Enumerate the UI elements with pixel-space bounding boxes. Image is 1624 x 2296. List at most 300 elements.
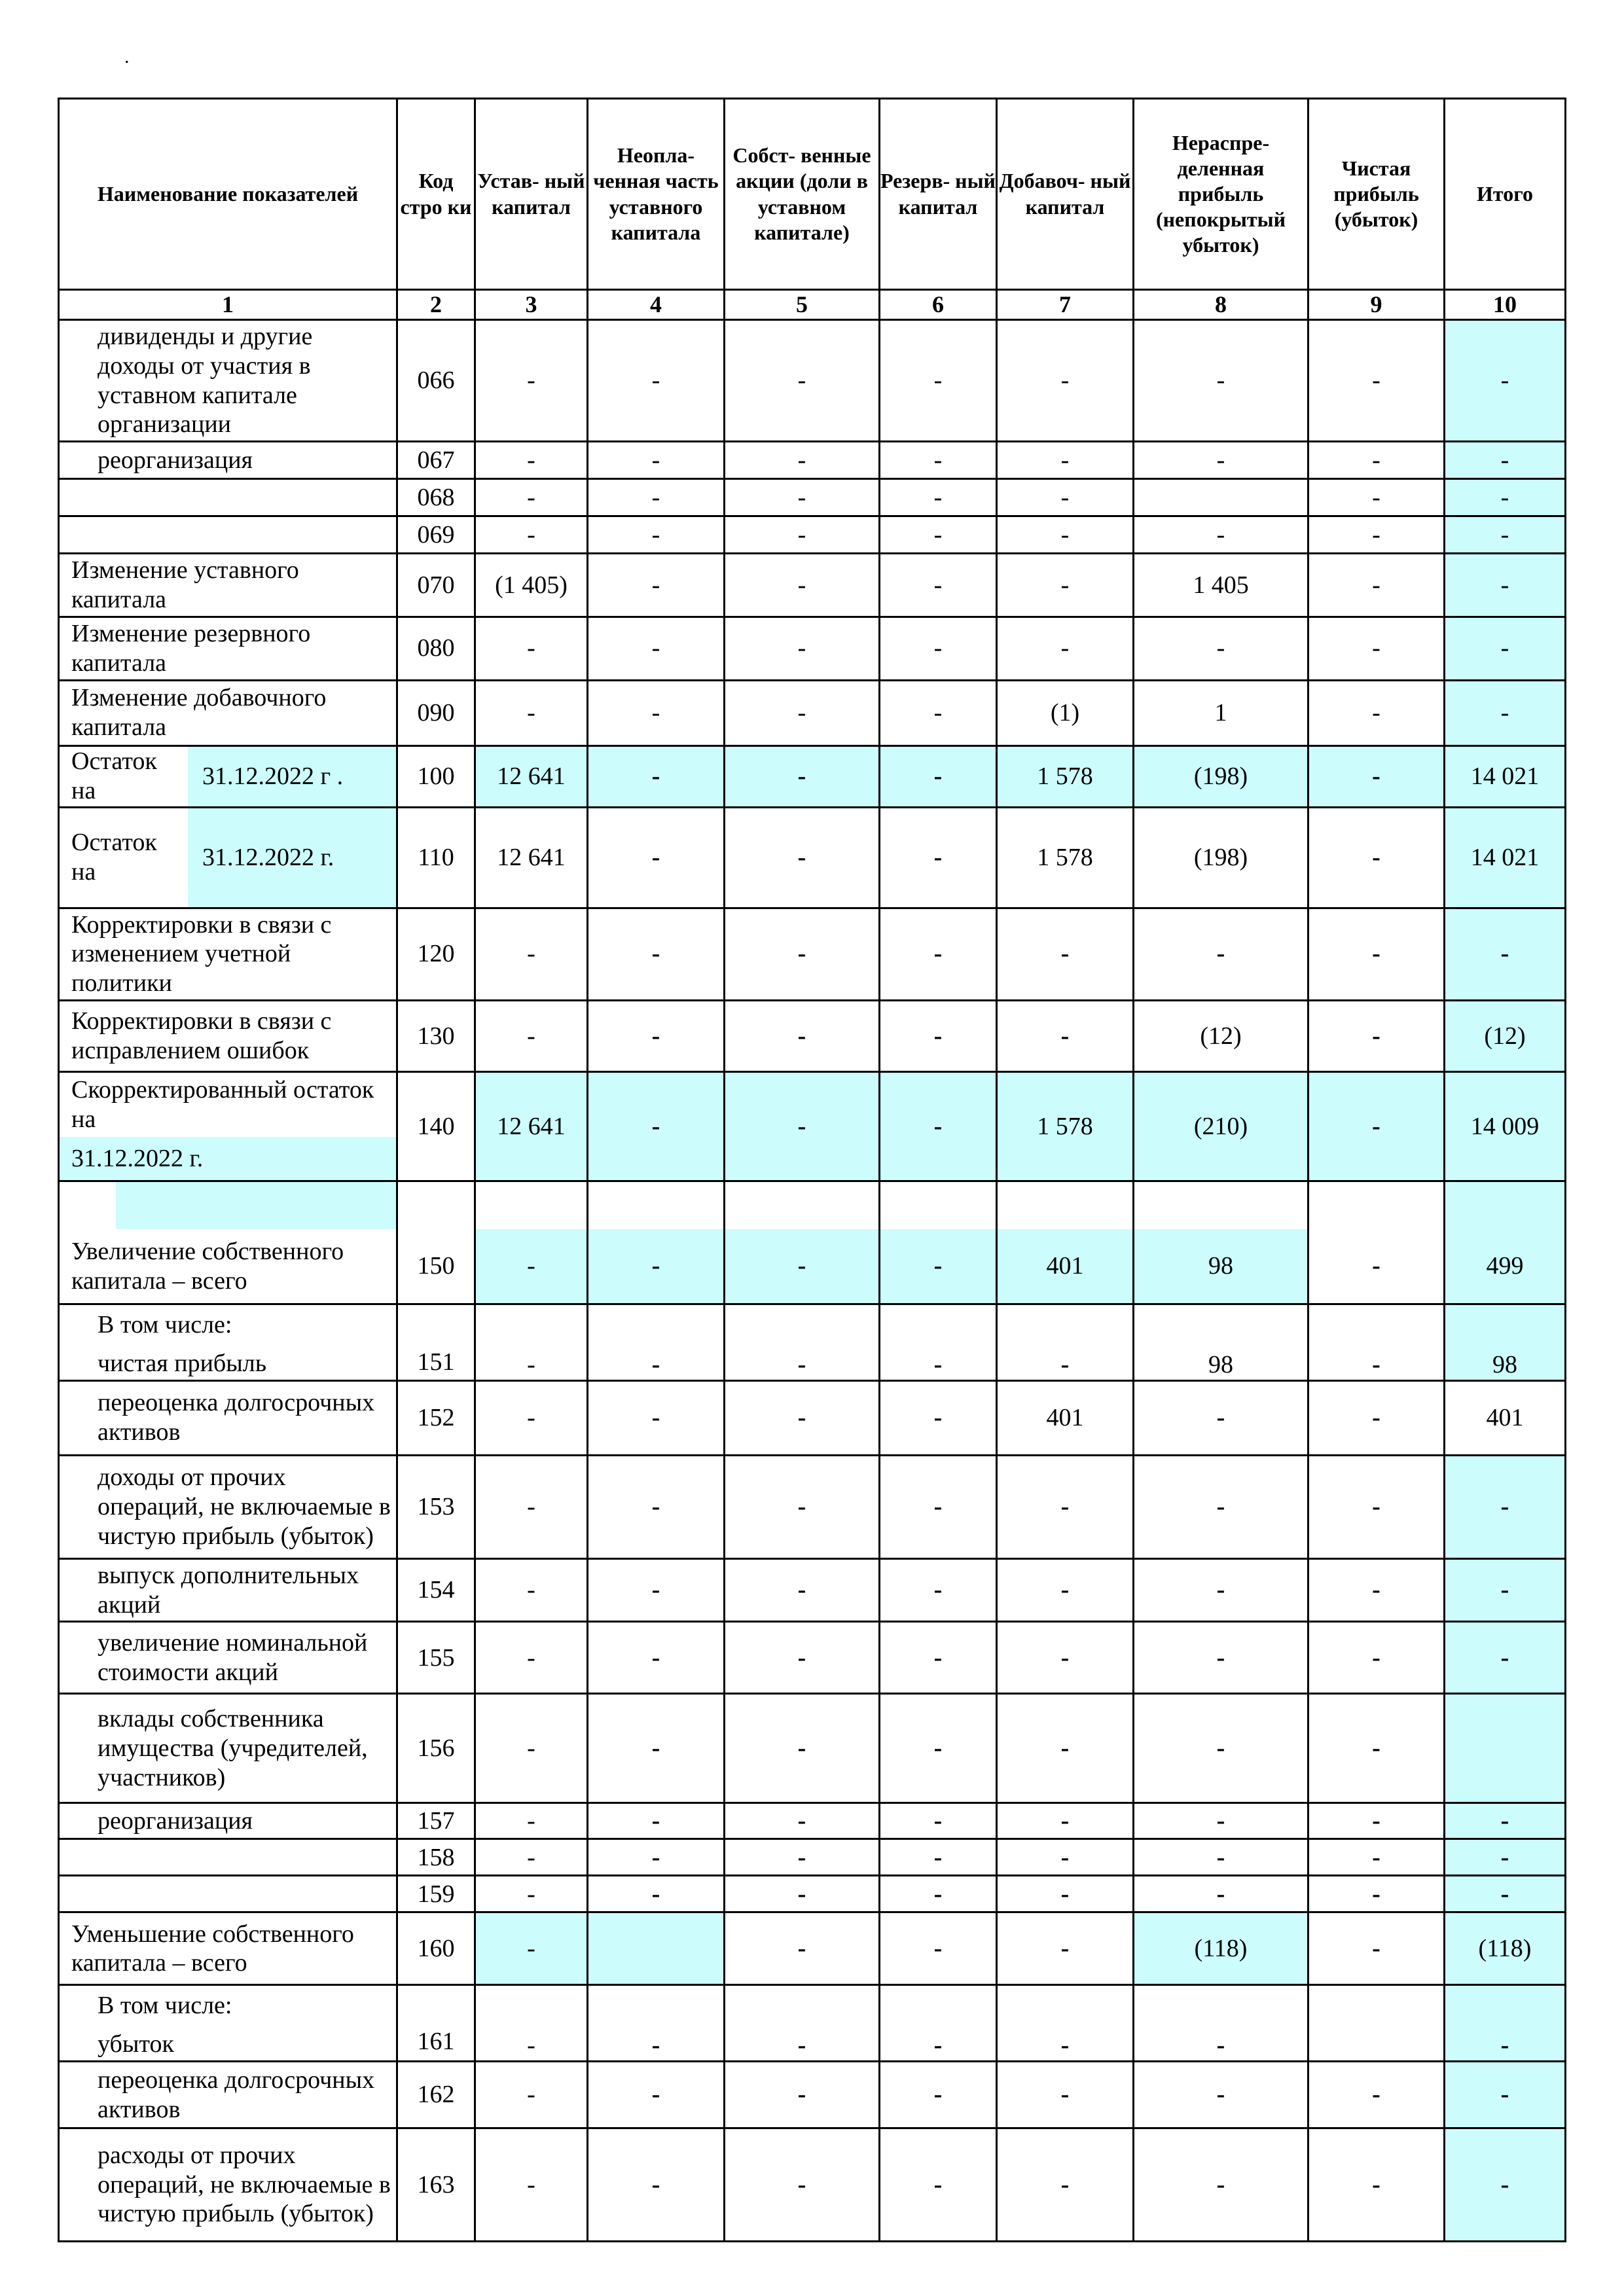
cell: 14 021 — [1445, 807, 1566, 908]
cell: - — [1445, 1455, 1566, 1558]
cell: - — [725, 320, 880, 442]
cell: - — [1445, 2062, 1566, 2128]
cell: - — [997, 1912, 1134, 1985]
cell: - — [1134, 1876, 1308, 1912]
value: - — [588, 1229, 723, 1303]
including-label: В том числе: — [98, 1311, 232, 1339]
cell: - — [997, 1001, 1134, 1072]
cell: - — [588, 1001, 725, 1072]
cell: - — [997, 908, 1134, 1000]
cell: (12) — [1445, 1001, 1566, 1072]
cell: - — [997, 2128, 1134, 2242]
row-code: 068 — [397, 479, 475, 516]
balance-label: Остаток на — [71, 829, 157, 886]
cell — [880, 1181, 997, 1304]
cell: - — [588, 1304, 725, 1381]
row-code: 152 — [397, 1380, 475, 1455]
row-code: 110 — [397, 807, 475, 908]
cell: - — [880, 617, 997, 680]
cell: - — [1134, 1380, 1308, 1455]
cell: - — [725, 807, 880, 908]
row-code: 150 — [397, 1181, 475, 1304]
cell: - — [1134, 2128, 1308, 2242]
cell: - — [475, 1622, 588, 1694]
cell: - — [725, 516, 880, 554]
cell: - — [1445, 479, 1566, 516]
cell: (118) — [1134, 1912, 1308, 1985]
cell — [1445, 1694, 1566, 1803]
row-code: 070 — [397, 554, 475, 617]
period-value — [116, 1182, 396, 1229]
row-code: 067 — [397, 442, 475, 479]
cell: - — [588, 1072, 725, 1181]
table-row — [59, 1839, 1566, 1876]
cell: - — [1134, 908, 1308, 1000]
cell: 98 — [1134, 1304, 1308, 1381]
cell: - — [588, 680, 725, 745]
cell: - — [725, 1380, 880, 1455]
cell: - — [880, 908, 997, 1000]
col-num: 6 — [880, 290, 997, 320]
cell: - — [997, 1839, 1134, 1876]
row-code: 153 — [397, 1455, 475, 1558]
table-row — [59, 1304, 1566, 1381]
table-row — [59, 680, 1566, 745]
row-label: реорганизация — [59, 1803, 397, 1839]
cell: - — [1308, 479, 1445, 516]
balance-label: Остаток на — [71, 747, 157, 805]
row-code: 154 — [397, 1558, 475, 1622]
period-label — [60, 1182, 116, 1229]
cell: - — [880, 1876, 997, 1912]
header-c7: Добавоч- ный капитал — [997, 99, 1134, 290]
row-label — [59, 1304, 397, 1381]
cell: - — [725, 680, 880, 745]
cell: - — [588, 1694, 725, 1803]
cell: - — [1308, 807, 1445, 908]
cell: - — [725, 1304, 880, 1381]
cell: - — [588, 516, 725, 554]
cell: (1) — [997, 680, 1134, 745]
row-label: Изменение уставного капитала — [59, 554, 397, 617]
cell: - — [1445, 516, 1566, 554]
row-code: 069 — [397, 516, 475, 554]
cell: - — [475, 1876, 588, 1912]
cell: - — [880, 442, 997, 479]
cell: - — [475, 1455, 588, 1558]
row-label — [59, 1985, 397, 2062]
cell: - — [880, 554, 997, 617]
cell: - — [725, 1558, 880, 1622]
table-row — [59, 617, 1566, 680]
row-code: 151 — [397, 1304, 475, 1381]
cell: - — [725, 1985, 880, 2062]
cell: - — [725, 479, 880, 516]
cell: 12 641 — [475, 1072, 588, 1181]
cell: - — [475, 1558, 588, 1622]
cell: - — [1134, 320, 1308, 442]
value: 401 — [998, 1229, 1132, 1303]
cell: - — [475, 1001, 588, 1072]
cell: - — [1445, 1803, 1566, 1839]
cell: - — [997, 320, 1134, 442]
adjusted-balance-date: 31.12.2022 г. — [60, 1137, 396, 1180]
cell: 1 578 — [997, 745, 1134, 807]
cell: - — [880, 1985, 997, 2062]
cell: 14 009 — [1445, 1072, 1566, 1181]
cell: - — [1134, 516, 1308, 554]
row-code: 080 — [397, 617, 475, 680]
header-c6: Резерв- ный капитал — [880, 99, 997, 290]
cell: - — [1134, 1558, 1308, 1622]
cell: - — [1308, 2062, 1445, 2128]
cell: - — [997, 554, 1134, 617]
cell: - — [1308, 617, 1445, 680]
cell — [1308, 1985, 1445, 2062]
value: - — [880, 1229, 996, 1303]
header-c10: Итого — [1445, 99, 1566, 290]
row-code: 120 — [397, 908, 475, 1000]
row-label — [59, 807, 397, 908]
cell: - — [997, 1876, 1134, 1912]
cell: - — [475, 516, 588, 554]
header-c8: Нераспре- деленная прибыль (непокрытый убыток) — [1134, 99, 1308, 290]
row-label: увеличение номинальной стоимости акций — [59, 1622, 397, 1694]
cell: 1 405 — [1134, 554, 1308, 617]
cell: - — [880, 1912, 997, 1985]
cell: - — [1445, 1558, 1566, 1622]
row-code: 140 — [397, 1072, 475, 1181]
cell: - — [880, 1803, 997, 1839]
row-label: Корректировки в связи с исправлением ошибок — [59, 1001, 397, 1072]
cell: - — [880, 1380, 997, 1455]
value: - — [725, 1229, 878, 1303]
cell: - — [997, 479, 1134, 516]
row-label: Уменьшение собственного капитала – всего — [59, 1912, 397, 1985]
cell: - — [1445, 2128, 1566, 2242]
cell — [997, 1181, 1134, 1304]
cell: - — [588, 442, 725, 479]
cell: - — [880, 1072, 997, 1181]
value: 98 — [1134, 1229, 1307, 1303]
cell: - — [1308, 516, 1445, 554]
row-code: 158 — [397, 1839, 475, 1876]
cell: - — [1134, 1839, 1308, 1876]
table-row — [59, 1803, 1566, 1839]
net-profit-label: чистая прибыль — [98, 1349, 267, 1377]
cell: - — [1308, 908, 1445, 1000]
cell: - — [1308, 554, 1445, 617]
balance-date: 31.12.2022 г. — [188, 808, 396, 907]
row-label: Изменение резервного капитала — [59, 617, 397, 680]
row-label — [59, 745, 397, 807]
row-code: 162 — [397, 2062, 475, 2128]
cell: - — [1445, 442, 1566, 479]
loss-label: убыток — [98, 2030, 174, 2058]
cell: - — [880, 1304, 997, 1381]
cell: - — [475, 2062, 588, 2128]
table-row — [59, 2128, 1566, 2242]
cell: - — [1134, 1985, 1308, 2062]
cell: - — [475, 1380, 588, 1455]
table-row — [59, 908, 1566, 1000]
table-row — [59, 1072, 1566, 1181]
cell: - — [588, 807, 725, 908]
cell: - — [880, 2128, 997, 2242]
cell: - — [1308, 1001, 1445, 1072]
cell: (118) — [1445, 1912, 1566, 1985]
cell: - — [880, 807, 997, 908]
cell: - — [1308, 320, 1445, 442]
cell — [588, 1181, 725, 1304]
cell: - — [588, 908, 725, 1000]
cell: - — [1308, 1803, 1445, 1839]
row-label: выпуск дополнительных акций — [59, 1558, 397, 1622]
col-num: 4 — [588, 290, 725, 320]
cell: - — [588, 2062, 725, 2128]
cell: (198) — [1134, 807, 1308, 908]
row-label — [59, 479, 397, 516]
table-row — [59, 745, 1566, 807]
cell: - — [997, 1985, 1134, 2062]
balance-date: 31.12.2022 г . — [188, 747, 396, 806]
cell: - — [997, 1622, 1134, 1694]
cell: - — [588, 554, 725, 617]
cell: - — [1134, 442, 1308, 479]
cell: - — [475, 680, 588, 745]
cell: - — [1134, 1622, 1308, 1694]
row-label — [59, 1072, 397, 1181]
cell: (198) — [1134, 745, 1308, 807]
cell: - — [1134, 2062, 1308, 2128]
cell: 12 641 — [475, 745, 588, 807]
cell: 14 021 — [1445, 745, 1566, 807]
cell: - — [1134, 1455, 1308, 1558]
cell — [475, 1181, 588, 1304]
cell: - — [1308, 1558, 1445, 1622]
cell: - — [725, 554, 880, 617]
cell: - — [1445, 1985, 1566, 2062]
row-label: Изменение добавочного капитала — [59, 680, 397, 745]
cell: - — [1308, 2128, 1445, 2242]
cell: - — [1134, 1694, 1308, 1803]
row-label — [59, 1181, 397, 1304]
cell: 401 — [1445, 1380, 1566, 1455]
cell: - — [475, 1912, 588, 1985]
cell: (1 405) — [475, 554, 588, 617]
cell: - — [588, 1876, 725, 1912]
cell: - — [725, 1912, 880, 1985]
row-code: 130 — [397, 1001, 475, 1072]
cell: - — [997, 1304, 1134, 1381]
row-label — [59, 1839, 397, 1876]
row-code: 159 — [397, 1876, 475, 1912]
cell: - — [588, 1455, 725, 1558]
cell: - — [588, 1380, 725, 1455]
row-code: 090 — [397, 680, 475, 745]
cell: - — [588, 1839, 725, 1876]
col-num: 8 — [1134, 290, 1308, 320]
cell: 401 — [997, 1380, 1134, 1455]
cell: - — [1308, 1304, 1445, 1381]
cell: 98 — [1445, 1304, 1566, 1381]
table-row — [59, 1985, 1566, 2062]
cell: - — [725, 1622, 880, 1694]
row-label: вклады собственника имущества (учредителей, участников) — [59, 1694, 397, 1803]
table-row — [59, 554, 1566, 617]
cell: - — [475, 1304, 588, 1381]
cell: - — [997, 1455, 1134, 1558]
cell: 1 578 — [997, 1072, 1134, 1181]
header-c9: Чистая прибыль (убыток) — [1308, 99, 1445, 290]
row-label: переоценка долгосрочных активов — [59, 2062, 397, 2128]
cell: - — [1445, 1839, 1566, 1876]
cell: - — [997, 516, 1134, 554]
cell: - — [475, 1803, 588, 1839]
value: - — [476, 1229, 586, 1303]
cell: - — [588, 479, 725, 516]
cell: - — [475, 1694, 588, 1803]
table-row — [59, 1622, 1566, 1694]
value: 499 — [1486, 1252, 1524, 1280]
row-label: переоценка долгосрочных активов — [59, 1380, 397, 1455]
cell: - — [1445, 320, 1566, 442]
cell: - — [880, 1622, 997, 1694]
cell: - — [475, 2128, 588, 2242]
table-row — [59, 1876, 1566, 1912]
cell: - — [1308, 1455, 1445, 1558]
header-row — [59, 99, 1566, 290]
cell: - — [880, 745, 997, 807]
cell — [1308, 1181, 1445, 1304]
row-code: 100 — [397, 745, 475, 807]
cell: - — [1308, 1912, 1445, 1985]
row-label: дивиденды и другие доходы от участия в уставном капитале организации — [59, 320, 397, 442]
cell: - — [588, 617, 725, 680]
cell — [588, 1912, 725, 1985]
table-row — [59, 516, 1566, 554]
cell — [1445, 1181, 1566, 1304]
cell: 1 578 — [997, 807, 1134, 908]
cell — [1134, 479, 1308, 516]
cell: - — [1308, 680, 1445, 745]
cell: - — [588, 1985, 725, 2062]
cell: - — [725, 908, 880, 1000]
cell: - — [1308, 1694, 1445, 1803]
cell — [725, 1181, 880, 1304]
cell: - — [725, 1803, 880, 1839]
cell: - — [880, 2062, 997, 2128]
table-row — [59, 1558, 1566, 1622]
col-num: 1 — [59, 290, 397, 320]
table-row — [59, 1001, 1566, 1072]
cell: - — [1308, 1876, 1445, 1912]
header-c3: Устав- ный капитал — [475, 99, 588, 290]
cell: - — [475, 908, 588, 1000]
col-num: 7 — [997, 290, 1134, 320]
cell: - — [725, 1839, 880, 1876]
cell: (210) — [1134, 1072, 1308, 1181]
cell: - — [1445, 1876, 1566, 1912]
cell: - — [880, 516, 997, 554]
table-row — [59, 1455, 1566, 1558]
cell: - — [725, 1694, 880, 1803]
cell: - — [997, 617, 1134, 680]
value: - — [1372, 1252, 1380, 1280]
cell: 1 — [1134, 680, 1308, 745]
increase-total-label: Увеличение собственного капитала – всего — [71, 1237, 344, 1295]
cell: - — [588, 320, 725, 442]
row-label: реорганизация — [59, 442, 397, 479]
cell: - — [1445, 908, 1566, 1000]
cell: 12 641 — [475, 807, 588, 908]
cell: - — [1308, 442, 1445, 479]
cell: - — [880, 1455, 997, 1558]
cell: - — [1445, 680, 1566, 745]
cell: - — [880, 1558, 997, 1622]
cell: - — [997, 1558, 1134, 1622]
table-row — [59, 479, 1566, 516]
including-label: В том числе: — [98, 1992, 232, 2020]
cell: - — [725, 1001, 880, 1072]
row-label: Корректировки в связи с изменением учетной политики — [59, 908, 397, 1000]
table-row — [59, 442, 1566, 479]
cell: - — [997, 442, 1134, 479]
page-mark: . — [124, 46, 130, 67]
table-row — [59, 1694, 1566, 1803]
table-row — [59, 2062, 1566, 2128]
cell: - — [1308, 1380, 1445, 1455]
table-row — [59, 1181, 1566, 1304]
row-code: 163 — [397, 2128, 475, 2242]
cell: - — [880, 479, 997, 516]
cell: - — [475, 320, 588, 442]
cell: - — [588, 1622, 725, 1694]
header-c4: Неопла- ченная часть уставного капитала — [588, 99, 725, 290]
cell: - — [1308, 1839, 1445, 1876]
header-c5: Собст- венные акции (доли в уставном капитале) — [725, 99, 880, 290]
cell: - — [1134, 617, 1308, 680]
row-label — [59, 1876, 397, 1912]
equity-changes-table — [58, 98, 1566, 2242]
header-code: Код стро ки — [397, 99, 475, 290]
cell: - — [475, 1985, 588, 2062]
cell: - — [725, 2062, 880, 2128]
column-number-row — [59, 290, 1566, 320]
cell: - — [997, 2062, 1134, 2128]
cell: - — [997, 1694, 1134, 1803]
cell: - — [1445, 554, 1566, 617]
cell: - — [475, 479, 588, 516]
cell: - — [588, 1803, 725, 1839]
cell: - — [880, 1001, 997, 1072]
col-num: 5 — [725, 290, 880, 320]
cell: - — [880, 1839, 997, 1876]
cell: - — [725, 617, 880, 680]
row-code: 157 — [397, 1803, 475, 1839]
cell: - — [1308, 745, 1445, 807]
table-row — [59, 1380, 1566, 1455]
cell: - — [1308, 1622, 1445, 1694]
cell: - — [475, 1839, 588, 1876]
cell: - — [725, 1455, 880, 1558]
cell: - — [588, 2128, 725, 2242]
cell: - — [588, 1558, 725, 1622]
col-num: 3 — [475, 290, 588, 320]
row-label: расходы от прочих операций, не включаемые в чистую прибыль (убыток) — [59, 2128, 397, 2242]
cell: (12) — [1134, 1001, 1308, 1072]
cell: - — [997, 1803, 1134, 1839]
